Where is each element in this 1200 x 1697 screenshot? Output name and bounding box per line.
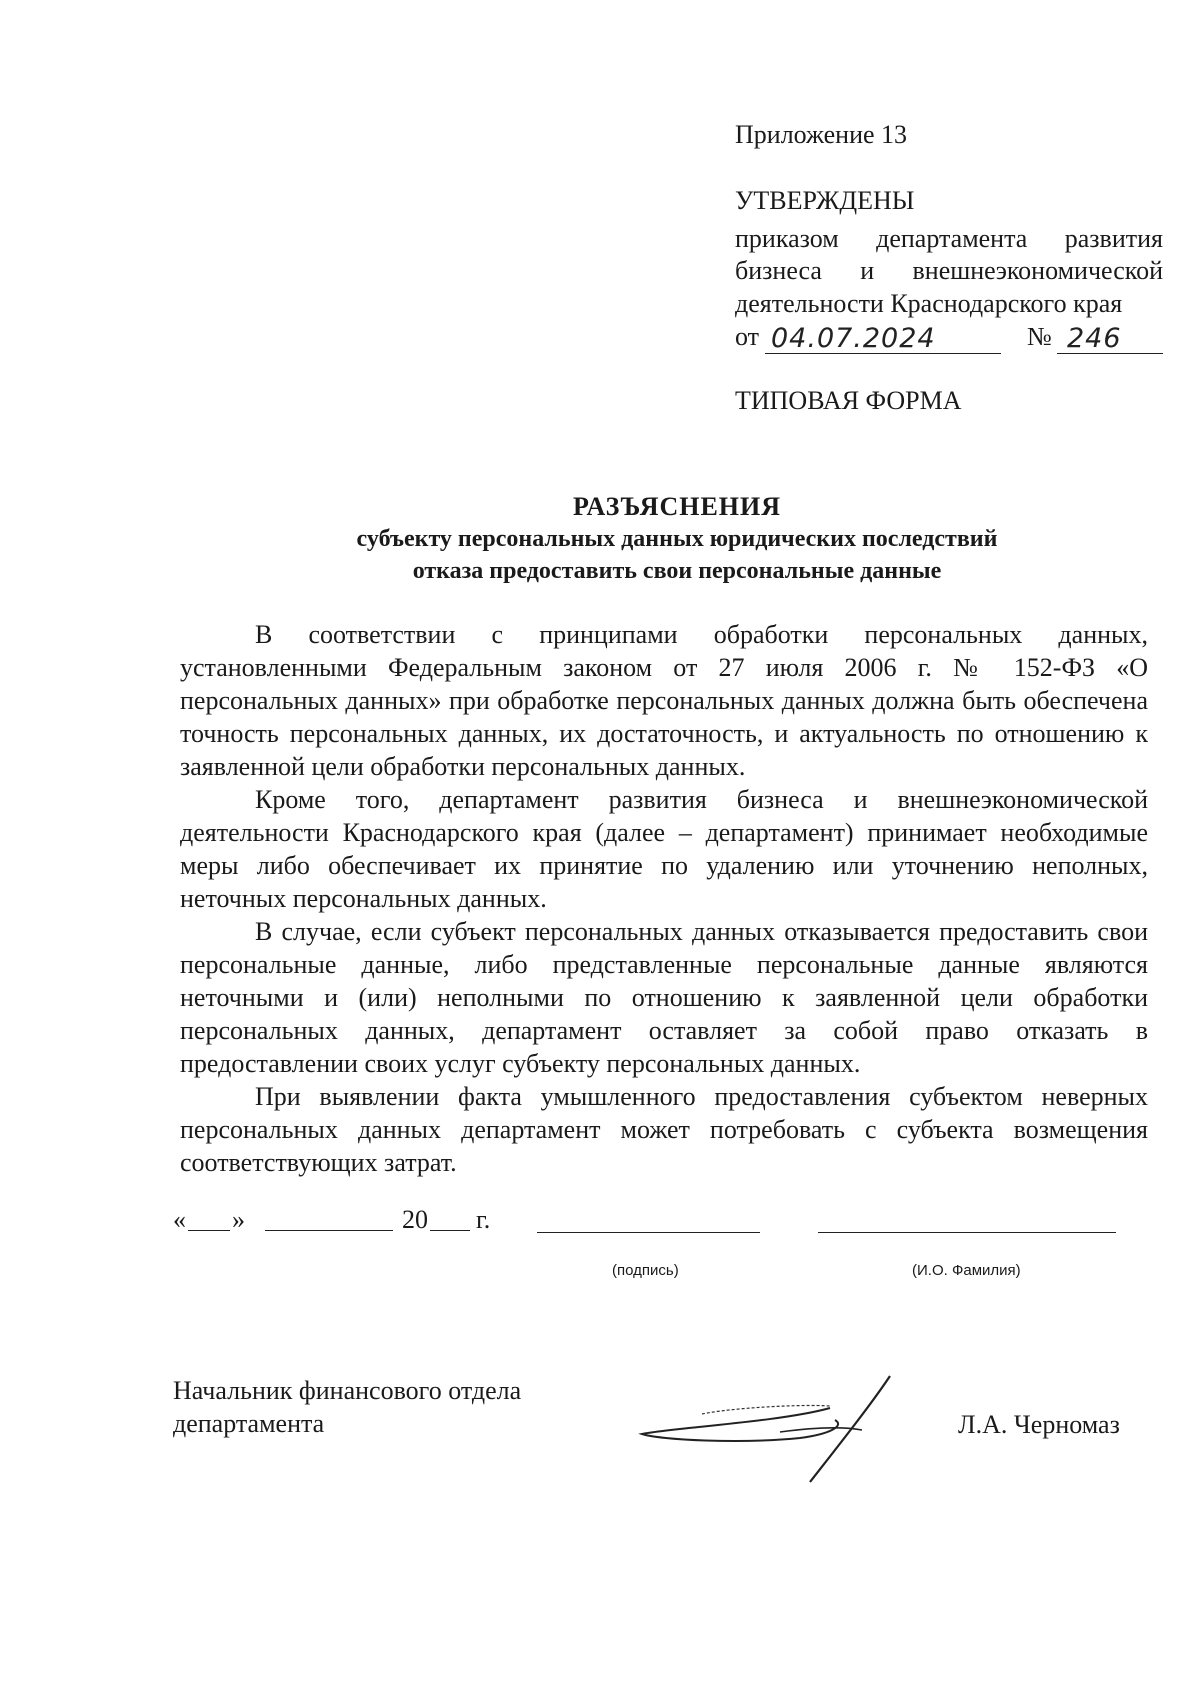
handwritten-signature <box>630 1370 900 1490</box>
approval-line-1: приказом департамента развития <box>735 224 1163 253</box>
day-quote-open: « <box>173 1205 186 1234</box>
approval-line-3: деятельности Краснодарского края <box>735 289 1123 318</box>
signature-underline <box>537 1232 760 1233</box>
signatory-name: Л.А. Черномаз <box>958 1410 1120 1439</box>
handwritten-number: 246 <box>1067 323 1122 354</box>
day-underline <box>188 1230 230 1231</box>
position-line-1: Начальник финансового отдела <box>173 1376 522 1405</box>
body-paragraph-2: Кроме того, департамент развития бизнеса и внешнеэкономической деятельности Краснодарского края (далее – департамент) принимает необходимые меры либо обеспечивает их принятие по удалению или уточнению неполных, неточных персональных данных. <box>180 785 1148 913</box>
month-underline <box>265 1230 393 1231</box>
year-suffix: г. <box>476 1205 491 1234</box>
body-paragraph-3: В случае, если субъект персональных данных отказывается предоставить свои персональные данные, либо представленные персональные данные являются неточными и (или) неполными по отношению к заявленной цели обработки персональных данных, департамент оставляет за собой право отказать в предоставлении своих услуг субъекту персональных данных. <box>180 917 1148 1078</box>
signature-caption: (подпись) <box>612 1262 679 1279</box>
document-title: РАЗЪЯСНЕНИЯ <box>572 492 782 521</box>
year-underline <box>430 1230 470 1231</box>
document-subtitle-line-2: отказа предоставить свои персональные данные <box>412 558 942 584</box>
name-caption: (И.О. Фамилия) <box>912 1262 1021 1279</box>
name-underline <box>818 1232 1116 1233</box>
day-quote-close: » <box>232 1205 245 1234</box>
handwritten-date: 04.07.2024 <box>771 323 936 354</box>
body-paragraph-4: При выявлении факта умышленного предоставления субъектом неверных персональных данных департамент может потребовать с субъекта возмещения соответствующих затрат. <box>180 1082 1148 1177</box>
appendix-label: Приложение 13 <box>735 120 908 149</box>
approval-line-2: бизнеса и внешнеэкономической <box>735 256 1163 285</box>
year-prefix: 20 <box>402 1205 428 1234</box>
body-paragraph-1: В соответствии с принципами обработки персональных данных, установленными Федеральным законом от 27 июля 2006 г. № 152-ФЗ «О персональных данных» при обработке персональных данных должна быть обеспечена точность персональных данных, их достаточность, и актуальность по отношению к заявленной цели обработки персональных данных. <box>180 620 1148 781</box>
position-line-2: департамента <box>173 1409 325 1438</box>
number-prefix: № <box>1027 322 1052 351</box>
approved-label: УТВЕРЖДЕНЫ <box>735 186 915 215</box>
document-subtitle-line-1: субъекту персональных данных юридических последствий <box>356 526 998 552</box>
date-prefix: от <box>735 322 760 351</box>
document-body <box>180 618 1148 1179</box>
order-date-number-line <box>735 320 1163 360</box>
form-type-label: ТИПОВАЯ ФОРМА <box>735 386 962 415</box>
